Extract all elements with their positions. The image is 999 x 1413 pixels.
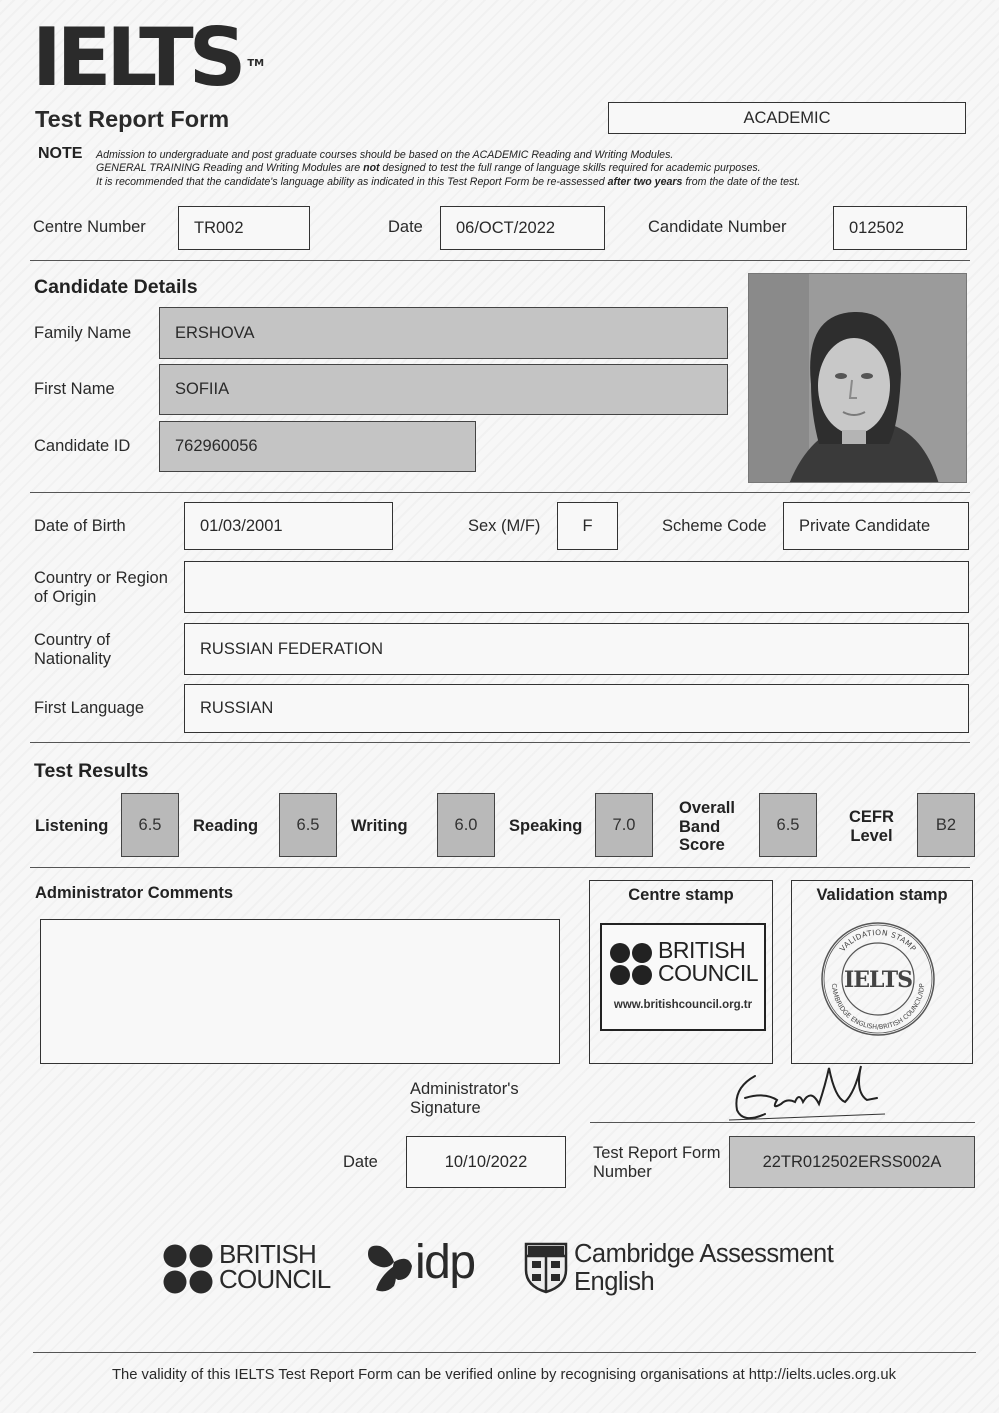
idp-logo-icon — [364, 1240, 416, 1298]
portrait-image — [749, 274, 967, 483]
scheme-code-field: Private Candidate — [783, 502, 969, 550]
sex-label: Sex (M/F) — [468, 517, 541, 535]
validation-seal-icon — [818, 919, 938, 1039]
note-line-1: Admission to undergraduate and post graduate courses should be based on the ACADEMIC Reading and Writing Modules. — [96, 149, 674, 161]
dob-label: Date of Birth — [34, 517, 126, 535]
trf-number-field: 22TR012502ERSS002A — [729, 1136, 975, 1188]
divider — [30, 492, 970, 493]
british-council-logo — [162, 1240, 332, 1298]
candidate-number-field: 012502 — [833, 206, 967, 250]
cambridge-logo-line2: English — [574, 1268, 655, 1296]
bc-logo-line1: BRITISH — [219, 1239, 316, 1269]
listening-label: Listening — [35, 817, 109, 835]
candidate-number-label: Candidate Number — [648, 218, 787, 236]
divider — [30, 867, 970, 868]
first-language-field: RUSSIAN — [184, 684, 969, 733]
writing-score: 6.0 — [437, 793, 495, 857]
bc-stamp-line2: COUNCIL — [658, 960, 759, 986]
validation-ring-top: VALIDATION STAMP — [837, 927, 919, 954]
candidate-id-field: 762960056 — [159, 421, 476, 472]
centre-number-label: Centre Number — [33, 218, 146, 236]
admin-comments-label: Administrator Comments — [35, 884, 234, 902]
listening-score: 6.5 — [121, 793, 179, 857]
validation-stamp-label: Validation stamp — [816, 886, 948, 904]
footer-verification-text: The validity of this IELTS Test Report Form can be verified online by recognising organisations at http://ielts.ucles.org.uk — [111, 1367, 897, 1383]
admin-date-label: Date — [343, 1153, 378, 1171]
origin-label: Country or Region of Origin — [34, 569, 168, 606]
cambridge-assessment-logo — [524, 1240, 844, 1300]
overall-band-label: Overall Band Score — [679, 799, 735, 854]
idp-logo-text: idp — [415, 1236, 475, 1289]
british-council-stamp — [600, 923, 766, 1031]
family-name-field: ERSHOVA — [159, 307, 728, 359]
bc-stamp-line1: BRITISH — [658, 937, 746, 963]
test-date-field: 06/OCT/2022 — [440, 206, 605, 250]
reading-score: 6.5 — [279, 793, 337, 857]
first-name-label: First Name — [34, 380, 115, 398]
bc-stamp-url: www.britishcouncil.org.tr — [613, 999, 753, 1011]
candidate-photo — [748, 273, 967, 483]
candidate-details-title: Candidate Details — [34, 276, 198, 298]
nationality-field: RUSSIAN FEDERATION — [184, 623, 969, 675]
test-results-title: Test Results — [34, 760, 149, 782]
note-line-2: GENERAL TRAINING Reading and Writing Modules are not designed to test the full range of language skills required for academic purposes. — [96, 162, 761, 175]
centre-stamp-label: Centre stamp — [628, 886, 734, 904]
note-label: NOTE — [38, 145, 83, 162]
footer-divider — [33, 1352, 976, 1353]
idp-logo — [364, 1238, 489, 1298]
origin-field — [184, 561, 969, 613]
admin-comments-field — [40, 919, 560, 1064]
validation-stamp-box — [791, 880, 973, 1064]
validation-ielts-text: IELTS — [844, 967, 912, 993]
signature-line — [590, 1122, 975, 1123]
divider — [30, 260, 970, 261]
scheme-code-label: Scheme Code — [662, 517, 767, 535]
admin-date-field: 10/10/2022 — [406, 1136, 566, 1188]
sex-field: F — [557, 502, 618, 550]
page-title: Test Report Form — [35, 106, 230, 132]
svg-text:VALIDATION STAMP — [838, 928, 918, 953]
speaking-score: 7.0 — [595, 793, 653, 857]
trademark-mark: TM — [247, 58, 265, 69]
validation-ring-bottom: CAMBRIDGE ENGLISH/BRITISH COUNCIL/IDP — [829, 983, 927, 1032]
cambridge-logo-line1: Cambridge Assessment — [574, 1240, 834, 1268]
writing-label: Writing — [351, 817, 408, 835]
divider — [30, 742, 970, 743]
cefr-level-score: B2 — [917, 793, 975, 857]
centre-stamp-box — [589, 880, 773, 1064]
admin-signature-label: Administrator's Signature — [410, 1080, 519, 1117]
note-line-3: It is recommended that the candidate's language ability as indicated in this Test Report Form be re-assessed after two years from the date of the test. — [96, 175, 801, 188]
candidate-id-label: Candidate ID — [34, 437, 131, 455]
test-date-label: Date — [388, 218, 423, 236]
family-name-label: Family Name — [34, 324, 132, 342]
first-name-field: SOFIIA — [159, 364, 728, 415]
module-box: ACADEMIC — [608, 102, 966, 134]
british-council-logo-icon — [162, 1243, 214, 1295]
speaking-label: Speaking — [509, 817, 583, 835]
ielts-logo: IELTS ™ — [32, 11, 265, 104]
note-text — [96, 149, 976, 189]
cefr-level-label: CEFR Level — [849, 808, 894, 845]
first-language-label: First Language — [34, 699, 145, 717]
centre-number-field: TR002 — [178, 206, 310, 250]
overall-band-score: 6.5 — [759, 793, 817, 857]
cambridge-shield-icon — [524, 1242, 568, 1294]
bc-logo-line2: COUNCIL — [219, 1264, 331, 1294]
admin-signature — [725, 1058, 895, 1128]
nationality-label: Country of Nationality — [34, 631, 112, 668]
dob-field: 01/03/2001 — [184, 502, 393, 550]
reading-label: Reading — [193, 817, 259, 835]
british-council-dots-icon — [608, 941, 658, 991]
trf-number-label: Test Report Form Number — [593, 1144, 721, 1181]
